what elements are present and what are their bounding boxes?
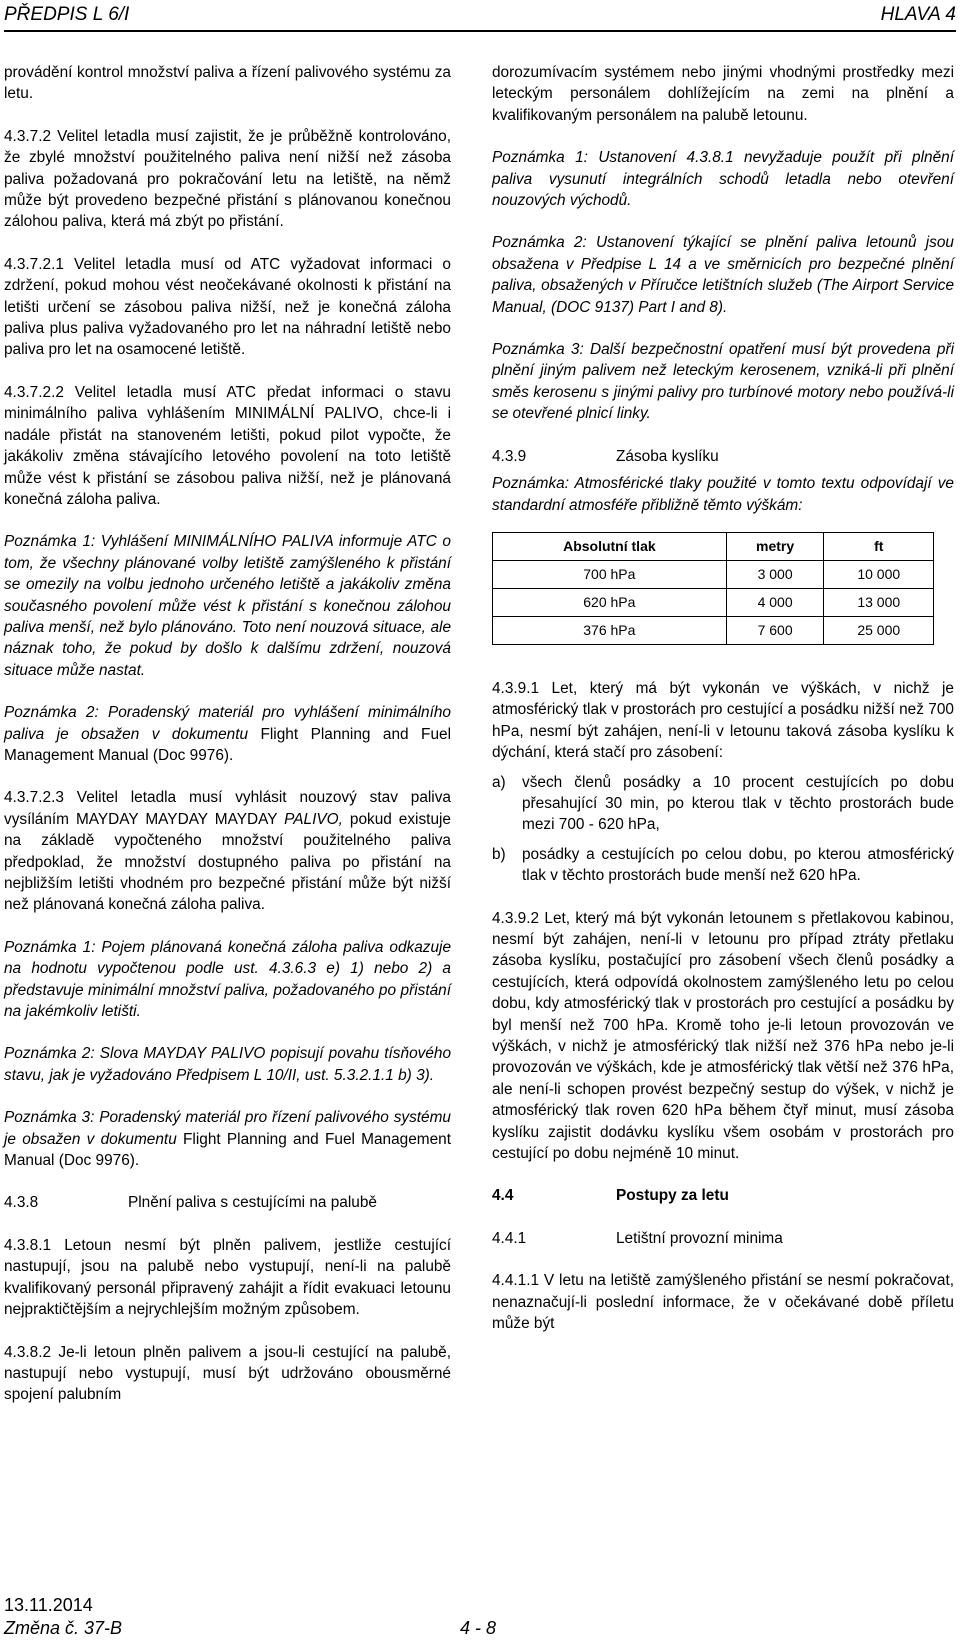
footer-page-number: 4 - 8: [460, 1618, 497, 1638]
note-r2: Poznámka 2: Ustanovení týkající se plnění paliva letounů jsou obsažena v Předpise L 14 a ve směrnicích pro bezpečné plnění paliva, obsažených v Příručce letištních služeb (The Airport Service Manual, (DOC 9137) Part I and 8).: [492, 234, 954, 316]
footer-change: Změna č. 37-B: [4, 1618, 123, 1638]
para-4-3-7-2-1: 4.3.7.2.1 Velitel letadla musí od ATC vyžadovat informaci o zdržení, pokud mohou vést neočekávané okolnosti k přistání na letišti určení se zásobou paliva nižší, než je konečná záloha paliva plus paliva vyžadovaného pro let na náhradní letiště nebo paliva pro let na osamocené letiště.: [4, 255, 451, 359]
cell-feet: 13 000: [824, 588, 934, 616]
cell-pressure: 376 hPa: [493, 616, 727, 644]
note-b3-italic: Poznámka 3: Poradenský materiál pro řízení palivového systému je obsažen v dokumentu: [4, 1109, 451, 1148]
note-r1: Poznámka 1: Ustanovení 4.3.8.1 nevyžaduje použít při plnění paliva vysunutí integrálních schodů letadla nebo otevření nouzových východů.: [492, 149, 954, 210]
note-b1: Poznámka 1: Pojem plánovaná konečná záloha paliva odkazuje na hodnotu vypočtenou podle ust. 4.3.6.3 e) 1) nebo 2) a představuje minimální množství paliva, požadovaného po přistání na jakémkoliv letišti.: [4, 938, 451, 1021]
heading-4-3-8-title: Plnění paliva s cestujícími na palubě: [128, 1194, 377, 1212]
note-b2: Poznámka 2: Slova MAYDAY PALIVO popisují povahu tísňového stavu, jak je vyžadováno Předpisem L 10/II, ust. 5.3.2.1.1 b) 3).: [4, 1045, 451, 1084]
table-row: [493, 616, 934, 644]
para-4-3-7-2-3-c: pokud existuje na základě vypočteného množství použitelného paliva předpoklad, že množství dostupného paliva po přistání na nejbližším letišti vhodném pro bezpečné přistání může být nižší než plánovaná konečná záloha paliva.: [4, 810, 451, 914]
para-4-3-7-2-3: [4, 787, 451, 915]
oxygen-list: [492, 772, 954, 887]
header-chapter: HLAVA 4: [880, 4, 956, 25]
note-r3: Poznámka 3: Další bezpečnostní opatření musí být provedena při plnění jiným palivem než leteckým kerosenem, vzniká-li při plnění směs kerosenu s jinými palivy pro turbínové motory nebo používá-li se otevřené plnicí linky.: [492, 341, 954, 423]
para-4-3-9-2: 4.3.9.2 Let, který má být vykonán letounem s přetlakovou kabinou, nesmí být zahájen, není-li v letounu pro případ ztráty přetlaku zásoba kyslíku, postačující pro zásobení všech členů posádky a cestujících, která odpovídá okolnostem zamýšleného letu po celou dobu, kdy atmosférický tlak v prostorách pro cestující a posádku by byl menší než 700 hPa. Kromě toho je-li letoun provozován ve výškách, v nichž je atmosférický tlak nižší než 376 hPa nebo je-li provozován ve výškách, kde je atmosférický tlak větší než 376 hPa, ale není-li schopen provést bezpečný sestup do výšek, v nichž je atmosférický tlak roven 620 hPa během čtyř minut, musí zásoba kyslíku zajistit dodávku kyslíku všem osobám v prostorách pro cestující po dobu nejméně 10 minut.: [492, 909, 954, 1163]
footer-date: 13.11.2014: [4, 1595, 93, 1615]
cell-metres: 3 000: [726, 560, 824, 588]
heading-4-4-1-title: Letištní provozní minima: [616, 1229, 783, 1247]
para-4-3-7-2: 4.3.7.2 Velitel letadla musí zajistit, že je průběžně kontrolováno, že zbylé množství použitelného paliva není nižší než zásoba paliva požadovaná pro pokračování letu na letiště, na němž může být provedeno bezpečné přistání s plánovanou konečnou zálohou paliva, která má zbýt po přistání.: [4, 127, 451, 231]
heading-4-4: [492, 1185, 954, 1206]
note-2-italic: Poznámka 2: Poradenský materiál pro vyhlášení minimálního paliva je obsažen v dokumentu: [4, 704, 451, 743]
intro-text: provádění kontrol množství paliva a řízení palivového systému za letu.: [4, 64, 451, 103]
para-4-3-9-1: 4.3.9.1 Let, který má být vykonán ve výškách, v nichž je atmosférický tlak v prostorách pro cestující a posádku nižší než 700 hPa, nesmí být zahájen, není-li v letounu taková zásoba kyslíku k dýchání, která stačí pro zásobení:: [492, 679, 954, 762]
para-4-3-7-2-3-b: PALIVO,: [284, 810, 343, 828]
table-row: [493, 588, 934, 616]
table-header-row: [493, 532, 934, 560]
heading-4-3-8: [4, 1192, 451, 1213]
table-row: [493, 560, 934, 588]
cell-pressure: 620 hPa: [493, 588, 727, 616]
heading-4-3-9: [492, 446, 954, 467]
heading-4-3-9-title: Zásoba kyslíku: [616, 447, 719, 465]
heading-4-4-1: [492, 1228, 954, 1249]
heading-4-3-8-number: 4.3.8: [4, 1194, 39, 1212]
th-feet: ft: [824, 532, 934, 560]
table-note: Poznámka: Atmosférické tlaky použité v tomto textu odpovídají ve standardní atmosféře přibližně těmto výškám:: [492, 475, 954, 514]
note-2-guidance: [4, 702, 451, 766]
pressure-altitude-table: [492, 532, 934, 645]
heading-4-4-1-number: 4.4.1: [492, 1229, 527, 1247]
list-marker: b): [492, 845, 506, 863]
note-2-doc: Flight Planning and Fuel Management Manual (Doc 9976).: [4, 725, 451, 764]
list-marker: a): [492, 773, 506, 791]
cell-pressure: 700 hPa: [493, 560, 727, 588]
para-4-3-7-2-3-a: 4.3.7.2.3 Velitel letadla musí vyhlásit nouzový stav paliva vysíláním MAYDAY MAYDAY MAYDAY: [4, 789, 451, 828]
cell-feet: 10 000: [824, 560, 934, 588]
list-item: [492, 844, 954, 887]
list-item-text: posádky a cestujících po celou dobu, po kterou atmosférický tlak v těchto prostorách bude menší než 620 hPa.: [522, 845, 954, 885]
note-b3: [4, 1107, 451, 1171]
para-4-4-1-1: 4.4.1.1 V letu na letiště zamýšleného přistání se nesmí pokračovat, nenaznačují-li poslední informace, že v očekávané době příletu může být: [492, 1272, 954, 1333]
th-metres: metry: [726, 532, 824, 560]
left-column: [4, 62, 451, 1427]
th-absolute-pressure: Absolutní tlak: [493, 532, 727, 560]
heading-4-4-title: Postupy za letu: [616, 1187, 729, 1205]
cell-metres: 7 600: [726, 616, 824, 644]
para-4-3-7-2-2: 4.3.7.2.2 Velitel letadla musí ATC předat informaci o stavu minimálního paliva vyhlášením MINIMÁLNÍ PALIVO, chce-li i nadále přistát na stanoveném letišti, pokud pilot vypočte, že jakákoliv změna stávajícího letového povolení na toto letiště může vést k přistání se zásobou paliva nižší, než je plánovaná konečná záloha paliva.: [4, 383, 451, 508]
list-item: [492, 772, 954, 836]
note-1-minimum-fuel: Poznámka 1: Vyhlášení MINIMÁLNÍHO PALIVA informuje ATC o tom, že všechny plánované volby letiště zamýšleného k přistání se omezily na volbu jednoho určeného letiště a jakákoliv změna současného povolení může vést k přistání s konečnou zálohou paliva menší, než bylo plánováno. Toto není nouzová situace, ale náznak toho, že pokud by došlo k dalšímu zdržení, nouzová situace může nastat.: [4, 533, 451, 679]
heading-4-3-9-number: 4.3.9: [492, 447, 527, 465]
note-b3-doc: Flight Planning and Fuel Management Manual (Doc 9976).: [4, 1130, 451, 1170]
right-column: [492, 62, 954, 1355]
header-regulation: PŘEDPIS L 6/I: [4, 4, 130, 25]
heading-4-4-number: 4.4: [492, 1187, 514, 1205]
cell-feet: 25 000: [824, 616, 934, 644]
list-item-text: všech členů posádky a 10 procent cestujících po dobu přesahující 30 min, po kterou tlak v těchto prostorách bude mezi 700 - 620 hPa,: [522, 773, 954, 834]
para-4-3-8-2: 4.3.8.2 Je-li letoun plněn palivem a jsou-li cestující na palubě, nastupují nebo vystupují, musí být udržováno obousměrné spojení palubním: [4, 1343, 451, 1404]
para-4-3-8-1: 4.3.8.1 Letoun nesmí být plněn palivem, jestliže cestující nastupují, jsou na palubě nebo vystupují, není-li na palubě kvalifikovaný personál připravený zahájit a řídit evakuaci letounu nejpraktičtějším a nejrychlejším možným způsobem.: [4, 1236, 451, 1319]
continuation-text: dorozumívacím systémem nebo jinými vhodnými prostředky mezi leteckým personálem dohlížejícím na zemi na plnění a kvalifikovaným personálem na palubě letounu.: [492, 64, 954, 124]
page-header: [4, 4, 956, 32]
cell-metres: 4 000: [726, 588, 824, 616]
